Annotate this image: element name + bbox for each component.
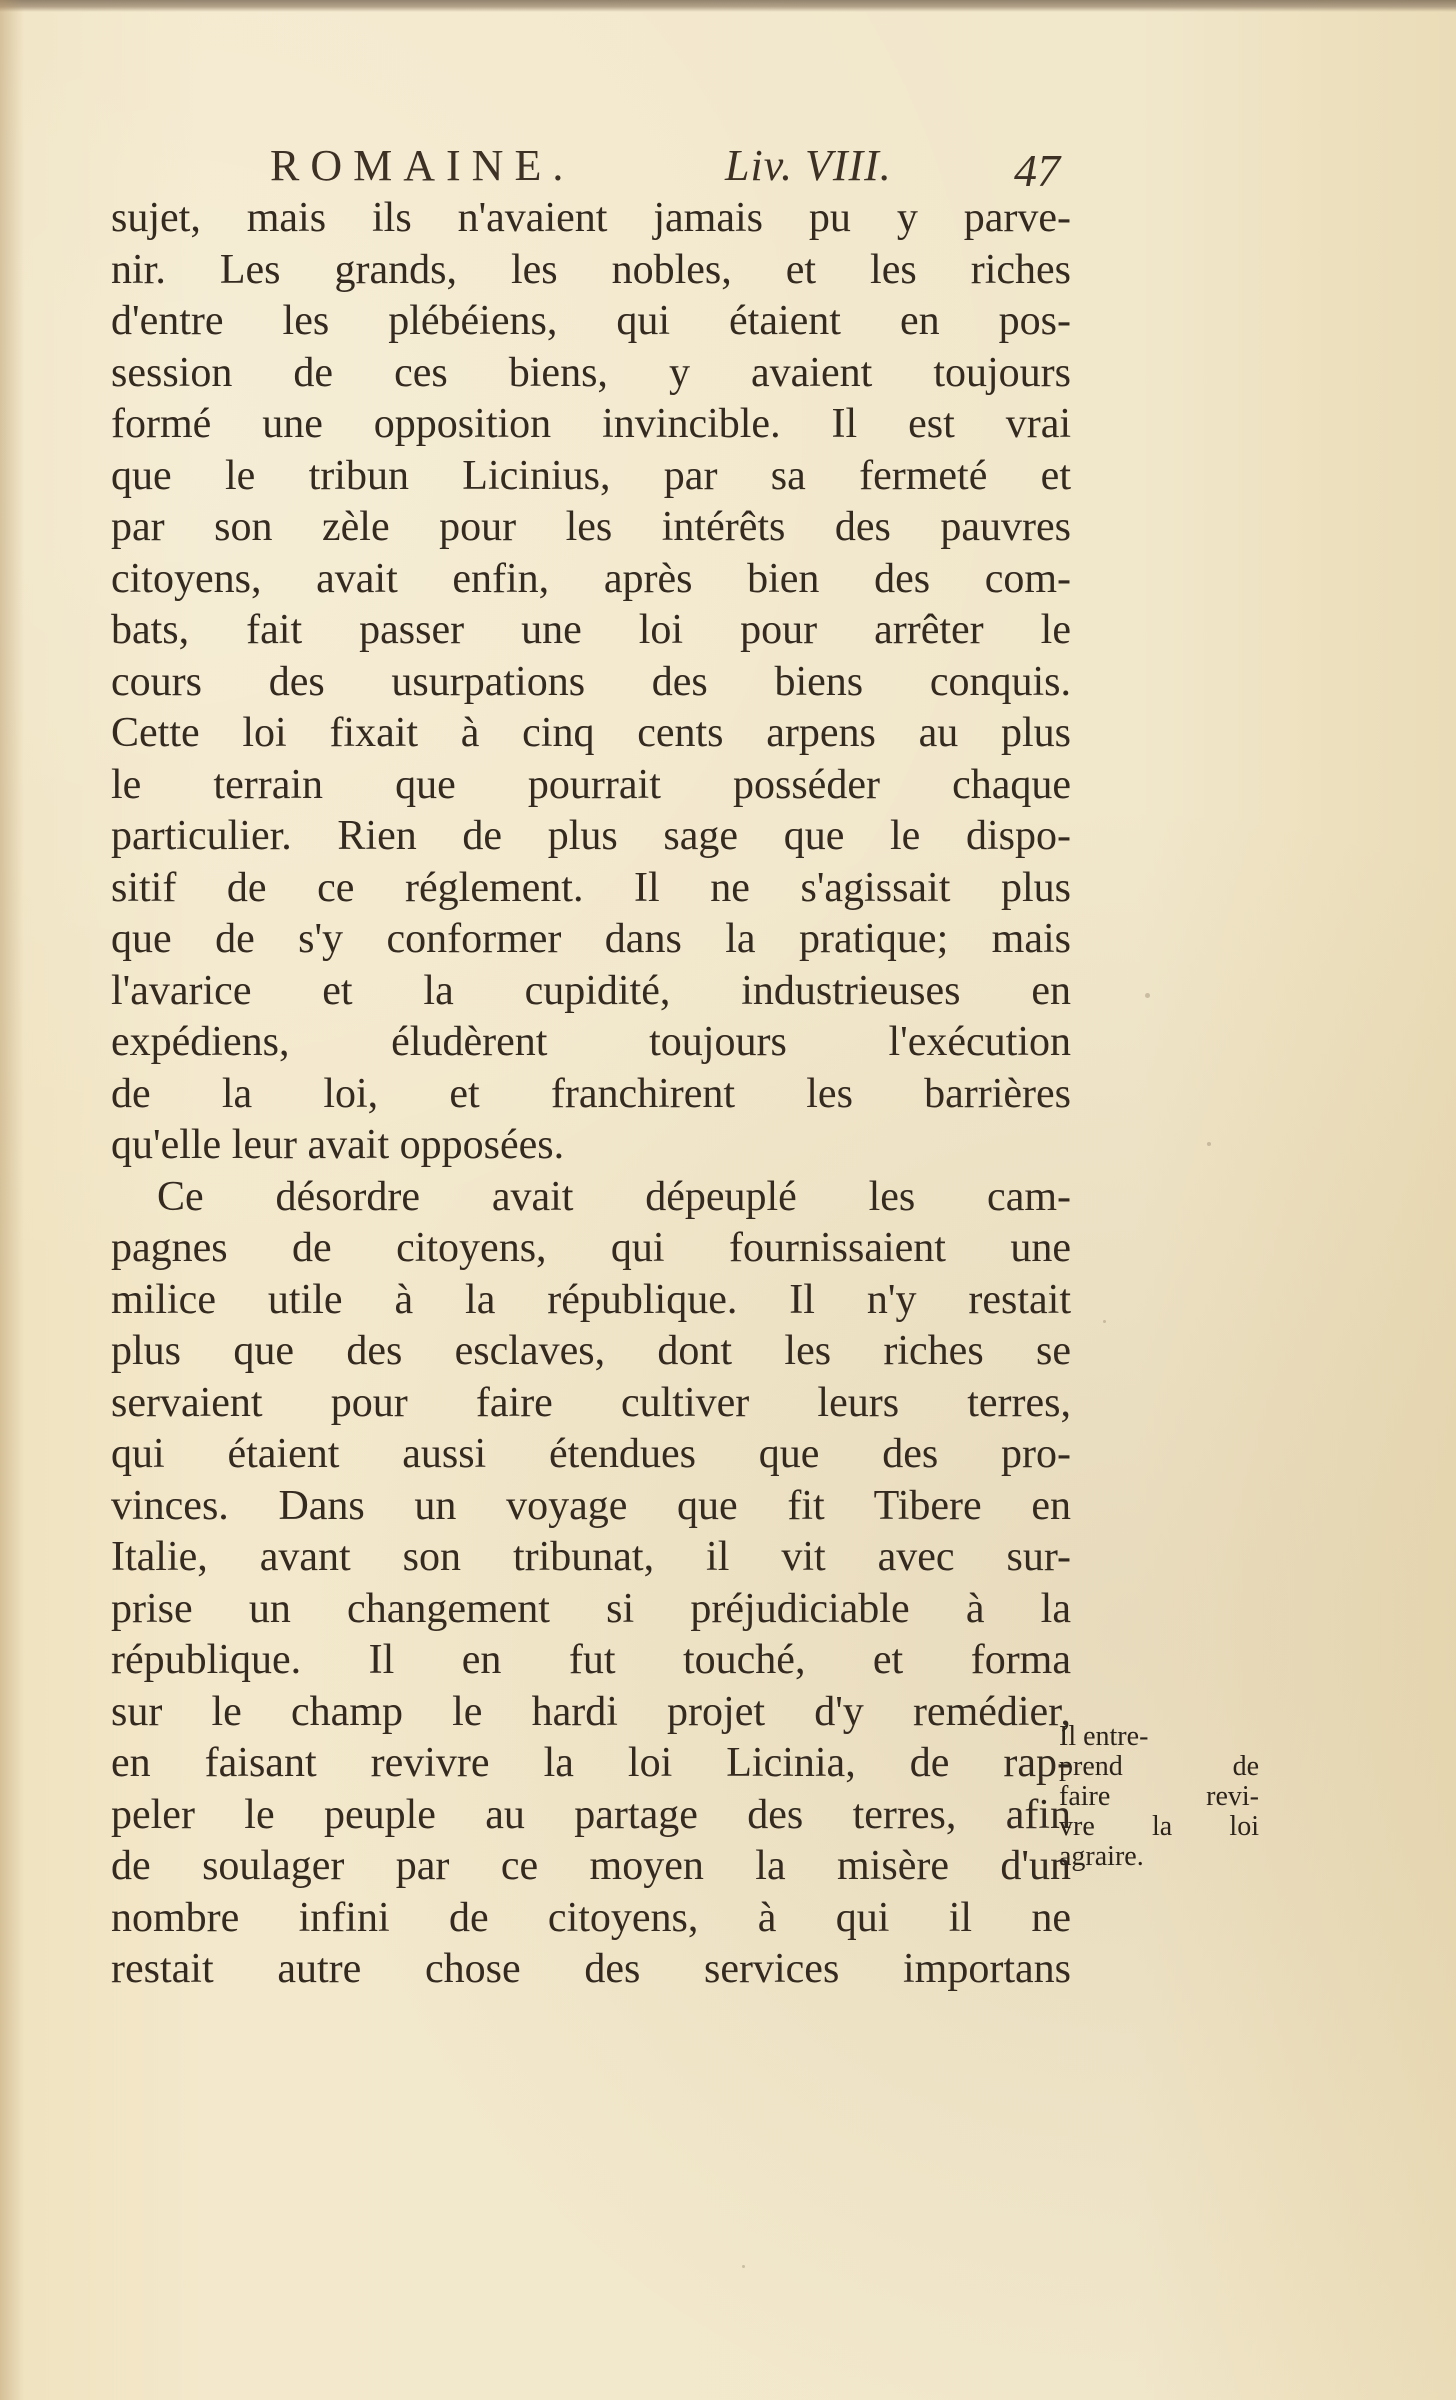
text-line: expédiens, éludèrent toujours l'exécution [111,1019,1071,1065]
marginal-note-line: Il entre- [1059,1721,1149,1752]
text-line: que de s'y conformer dans la pratique; mais [111,916,1071,962]
text-line: prise un changement si préjudiciable à la [111,1585,1071,1632]
text-line: par son zèle pour les intérêts des pauvres [111,504,1071,550]
paper-speck [1145,993,1150,998]
book-label: Liv. VIII. [725,141,892,190]
text-line: sujet, mais ils n'avaient jamais pu y parve- [111,195,1071,241]
text-line: le terrain que pourrait posséder chaque [111,761,1071,808]
page-top-edge [0,0,1456,12]
marginal-note-line: prend de [1059,1751,1259,1782]
running-title: ROMAINE. [270,141,575,190]
text-line: sitif de ce réglement. Il ne s'agissait plus [111,864,1071,911]
text-line: servaient pour faire cultiver leurs terres, [111,1379,1071,1426]
marginal-note-line: faire revi- [1059,1781,1259,1812]
text-line: nombre infini de citoyens, à qui il ne [111,1894,1071,1941]
text-line: l'avarice et la cupidité, industrieuses en [111,967,1071,1014]
marginal-note [1059,1722,1259,1872]
body-text [111,193,1071,1996]
text-line: de la loi, et franchirent les barrières [111,1070,1071,1117]
text-line: Italie, avant son tribunat, il vit avec sur- [111,1534,1071,1580]
text-line: formé une opposition invincible. Il est vrai [111,401,1071,447]
text-line: de soulager par ce moyen la misère d'un [111,1843,1071,1889]
paper-speck [1207,1142,1211,1146]
text-line: session de ces biens, y avaient toujours [111,349,1071,396]
page-number: 47 [1014,145,1060,196]
marginal-note-line: agraire. [1059,1841,1144,1872]
text-line: qui étaient aussi étendues que des pro- [111,1431,1071,1477]
text-line: vinces. Dans un voyage que fit Tibere en [111,1482,1071,1529]
text-line: cours des usurpations des biens conquis. [111,658,1071,705]
text-line: particulier. Rien de plus sage que le dispo- [111,813,1071,859]
text-line: qu'elle leur avait opposées. [111,1122,565,1168]
paper-speck [742,2265,745,2268]
text-line: Cette loi fixait à cinq cents arpens au plus [111,710,1071,756]
text-line: Ce désordre avait dépeuplé les cam- [157,1173,1071,1220]
text-line: en faisant revivre la loi Licinia, de rap- [111,1740,1071,1786]
text-line: nir. Les grands, les nobles, et les riches [111,246,1071,293]
marginal-note-line: vre la loi [1059,1811,1259,1842]
text-line: que le tribun Licinius, par sa fermeté et [111,452,1071,499]
text-line: pagnes de citoyens, qui fournissaient une [111,1225,1071,1271]
page-left-edge [0,0,24,2400]
text-line: bats, fait passer une loi pour arrêter le [111,607,1071,653]
text-line: sur le champ le hardi projet d'y remédier, [111,1688,1071,1735]
paper-speck [1103,1320,1106,1323]
text-line: d'entre les plébéiens, qui étaient en pos- [111,298,1071,344]
text-line: plus que des esclaves, dont les riches se [111,1328,1071,1374]
text-line: citoyens, avait enfin, après bien des com- [111,555,1071,602]
text-line: milice utile à la république. Il n'y restait [111,1276,1071,1323]
page-header [270,140,1070,200]
text-line: peler le peuple au partage des terres, afin [111,1791,1071,1838]
text-line: république. Il en fut touché, et forma [111,1637,1071,1683]
text-line: restait autre chose des services importans [111,1946,1071,1992]
